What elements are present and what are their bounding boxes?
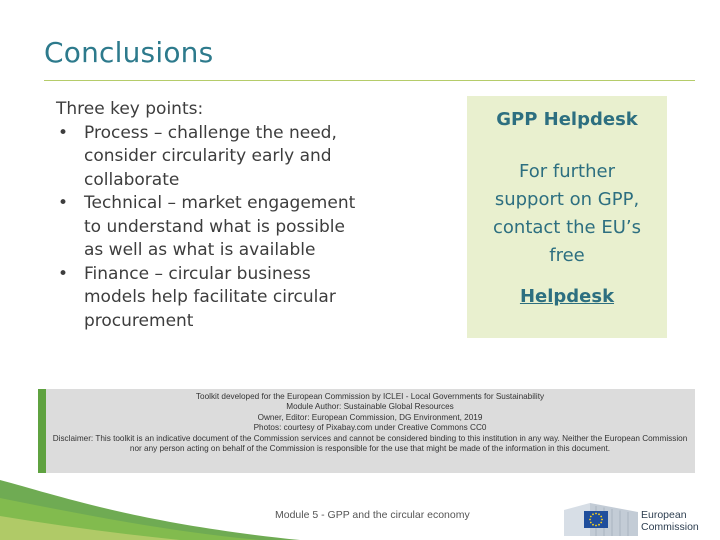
credits-accent-bar (38, 389, 46, 473)
slide-title: Conclusions (44, 36, 214, 69)
credits-line-disclaimer: Disclaimer: This toolkit is an indicative document of the Commission services and cannot be considered binding to this institution in any way. Neither the European Commission nor any person acting on behalf of the Commission is responsible for the use that might be made of the information in this document. (52, 433, 688, 454)
european-commission-logo-icon (562, 500, 640, 536)
bullet-icon: • (58, 263, 69, 284)
list-item (56, 263, 366, 334)
credits-line-toolkit: Toolkit developed for the European Commission by ICLEI - Local Governments for Sustainability (195, 392, 545, 401)
helpdesk-box (467, 96, 667, 338)
credits-line-author: Module Author: Sustainable Global Resources (286, 402, 454, 412)
key-point-technical: Technical – market engagement to understand what is possible as well as what is available (84, 193, 356, 260)
list-item (56, 192, 366, 263)
helpdesk-body: For further support on GPP, contact the EU’s free (493, 161, 641, 266)
credits-line-photos: Photos: courtesy of Pixabay.com under Creative Commons CC0 (253, 423, 487, 433)
key-points-intro: Three key points: (56, 99, 204, 119)
bullet-icon: • (58, 193, 69, 213)
logo-line-commission: Commission (641, 521, 699, 533)
footer-wave-graphic (0, 476, 300, 540)
helpdesk-link[interactable]: Helpdesk (519, 286, 615, 307)
key-points-block (56, 98, 366, 333)
footer-module-label: Module 5 - GPP and the circular economy (275, 509, 470, 521)
key-point-finance: Finance – circular business models help facilitate circular procurement (84, 263, 336, 331)
key-points-list (56, 122, 366, 334)
logo-line-european: European (641, 509, 687, 521)
list-item (56, 122, 366, 193)
credits-box (38, 389, 695, 473)
helpdesk-title: GPP Helpdesk (496, 109, 638, 130)
title-divider (44, 80, 695, 81)
european-commission-wordmark (641, 509, 699, 533)
credits-line-owner: Owner, Editor: European Commission, DG Environment, 2019 (257, 412, 483, 422)
credits-text (50, 392, 690, 454)
key-point-process: Process – challenge the need, consider circularity early and collaborate (84, 122, 337, 190)
bullet-icon: • (58, 122, 69, 143)
